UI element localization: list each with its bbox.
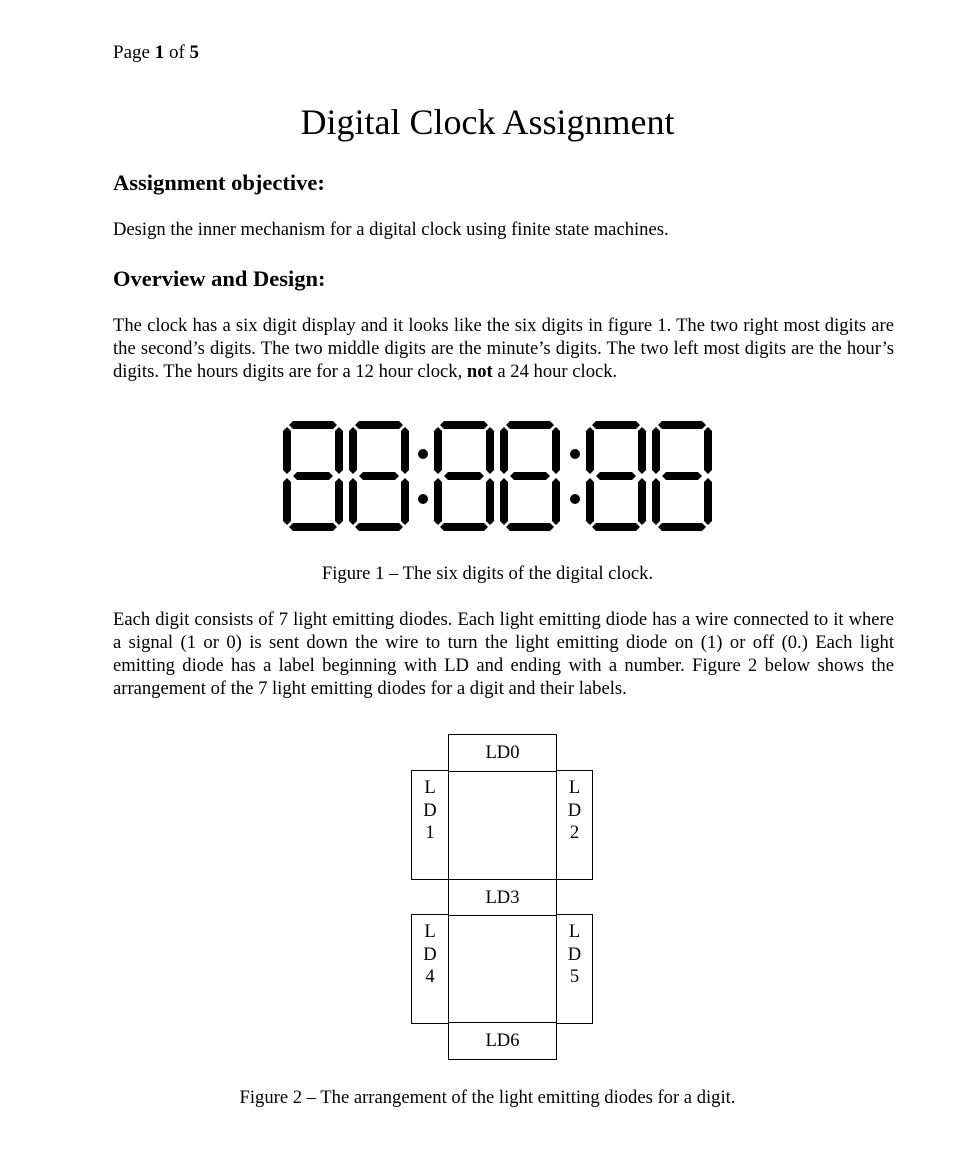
segment-ld0 bbox=[289, 421, 337, 429]
objective-paragraph: Design the inner mechanism for a digital clock using finite state machines. bbox=[113, 219, 669, 240]
page-number bbox=[113, 42, 199, 64]
ld5-char: L bbox=[568, 921, 581, 942]
segment-ld1 bbox=[652, 427, 660, 474]
figure2-caption: Figure 2 – The arrangement of the light emitting diodes for a digit. bbox=[239, 1087, 736, 1108]
figure1-caption: Figure 1 – The six digits of the digital clock. bbox=[321, 563, 654, 584]
segment-ld6 bbox=[592, 523, 640, 531]
ld5-segment bbox=[556, 914, 593, 1024]
segment-ld2 bbox=[486, 427, 494, 474]
ld4-char: 4 bbox=[425, 966, 435, 987]
segment-ld2 bbox=[638, 427, 646, 474]
colon-dot bbox=[570, 449, 580, 459]
segment-ld1 bbox=[586, 427, 594, 474]
segment-ld5 bbox=[638, 478, 646, 525]
clock-digit bbox=[349, 421, 409, 531]
page-label: Page bbox=[113, 42, 150, 63]
ld4-char: L bbox=[424, 921, 436, 942]
ld0-label: LD0 bbox=[485, 742, 520, 763]
ld5-char: D bbox=[567, 943, 582, 965]
segment-ld1 bbox=[500, 427, 508, 474]
clock-digit bbox=[652, 421, 712, 531]
segment-ld1 bbox=[283, 427, 291, 474]
segment-ld0 bbox=[658, 421, 706, 429]
ld4-segment bbox=[411, 914, 449, 1024]
segment-ld5 bbox=[401, 478, 409, 525]
segment-ld2 bbox=[335, 427, 343, 474]
segment-ld0 bbox=[506, 421, 554, 429]
ld2-char: L bbox=[568, 777, 581, 798]
overview-heading: Overview and Design: bbox=[113, 266, 326, 291]
diodes-paragraph: Each digit consists of 7 light emitting diodes. Each light emitting diode has a wire connected to it where a signal (1 or 0) is sent down the wire to turn the light emitting diode on (1) or off (0.) Each light emitting diode has a label beginning with LD and ending with a number. Figure 2 below shows the arrangement of the 7 light emitting diodes for a digit and their labels. bbox=[113, 609, 894, 699]
segment-ld5 bbox=[704, 478, 712, 525]
segment-ld2 bbox=[704, 427, 712, 474]
ld6-label: LD6 bbox=[485, 1030, 520, 1051]
ld3-segment bbox=[448, 879, 557, 916]
segment-ld3 bbox=[596, 472, 636, 480]
segment-ld4 bbox=[652, 478, 660, 525]
ld1-char: 1 bbox=[425, 822, 435, 843]
overview-text-end: a 24 hour clock. bbox=[492, 361, 618, 382]
ld0-segment bbox=[448, 734, 557, 772]
diodes-text bbox=[113, 608, 894, 700]
segment-ld0 bbox=[440, 421, 488, 429]
page-total: 5 bbox=[189, 42, 200, 63]
segment-ld6 bbox=[440, 523, 488, 531]
segment-ld6 bbox=[289, 523, 337, 531]
segment-ld0 bbox=[592, 421, 640, 429]
segment-ld3 bbox=[359, 472, 399, 480]
segment-ld4 bbox=[349, 478, 357, 525]
overview-text bbox=[113, 314, 894, 383]
clock-digit bbox=[500, 421, 560, 531]
segment-ld2 bbox=[401, 427, 409, 474]
ld5-char: 5 bbox=[569, 966, 580, 987]
segment-ld1 bbox=[434, 427, 442, 474]
segment-ld2 bbox=[552, 427, 560, 474]
overview-paragraph bbox=[113, 314, 894, 383]
objective-heading: Assignment objective: bbox=[113, 170, 325, 195]
segment-ld4 bbox=[586, 478, 594, 525]
objective-text bbox=[113, 218, 894, 241]
segment-ld4 bbox=[283, 478, 291, 525]
ld1-segment bbox=[411, 770, 449, 880]
segment-ld4 bbox=[434, 478, 442, 525]
ld6-segment bbox=[448, 1022, 557, 1060]
clock-digit bbox=[586, 421, 646, 531]
segment-ld6 bbox=[506, 523, 554, 531]
ld2-char: D bbox=[567, 799, 582, 821]
colon-dot bbox=[570, 494, 580, 504]
segment-ld3 bbox=[510, 472, 550, 480]
segment-ld3 bbox=[293, 472, 333, 480]
segment-ld5 bbox=[335, 478, 343, 525]
overview-bold: not bbox=[466, 361, 493, 382]
overview-text-start: The clock has a six digit display and it looks like the six digits in figure 1. The two right most digits are the second’s digits. The two middle digits are the minute’s digits. The two left most digits are the hour’s digits. The hours digits are for a 12 hour clock, bbox=[113, 315, 894, 382]
page-of: of bbox=[168, 42, 185, 63]
segment-ld5 bbox=[552, 478, 560, 525]
segment-ld0 bbox=[355, 421, 403, 429]
segment-ld1 bbox=[349, 427, 357, 474]
ld2-char: 2 bbox=[569, 822, 580, 843]
ld1-char: L bbox=[424, 777, 436, 798]
ld2-segment bbox=[556, 770, 593, 880]
segment-ld6 bbox=[658, 523, 706, 531]
colon-dot bbox=[418, 494, 428, 504]
colon-dot bbox=[418, 449, 428, 459]
seven-segment-clock-figure bbox=[283, 421, 727, 533]
ld4-char: D bbox=[423, 943, 437, 965]
segment-ld6 bbox=[355, 523, 403, 531]
clock-digit bbox=[283, 421, 343, 531]
segment-ld5 bbox=[486, 478, 494, 525]
document-title: Digital Clock Assignment bbox=[300, 102, 675, 142]
ld3-label: LD3 bbox=[485, 886, 520, 908]
segment-ld3 bbox=[444, 472, 484, 480]
segment-ld4 bbox=[500, 478, 508, 525]
segment-ld3 bbox=[662, 472, 702, 480]
ld1-char: D bbox=[423, 799, 437, 821]
clock-digit bbox=[434, 421, 494, 531]
page-current: 1 bbox=[154, 42, 165, 63]
